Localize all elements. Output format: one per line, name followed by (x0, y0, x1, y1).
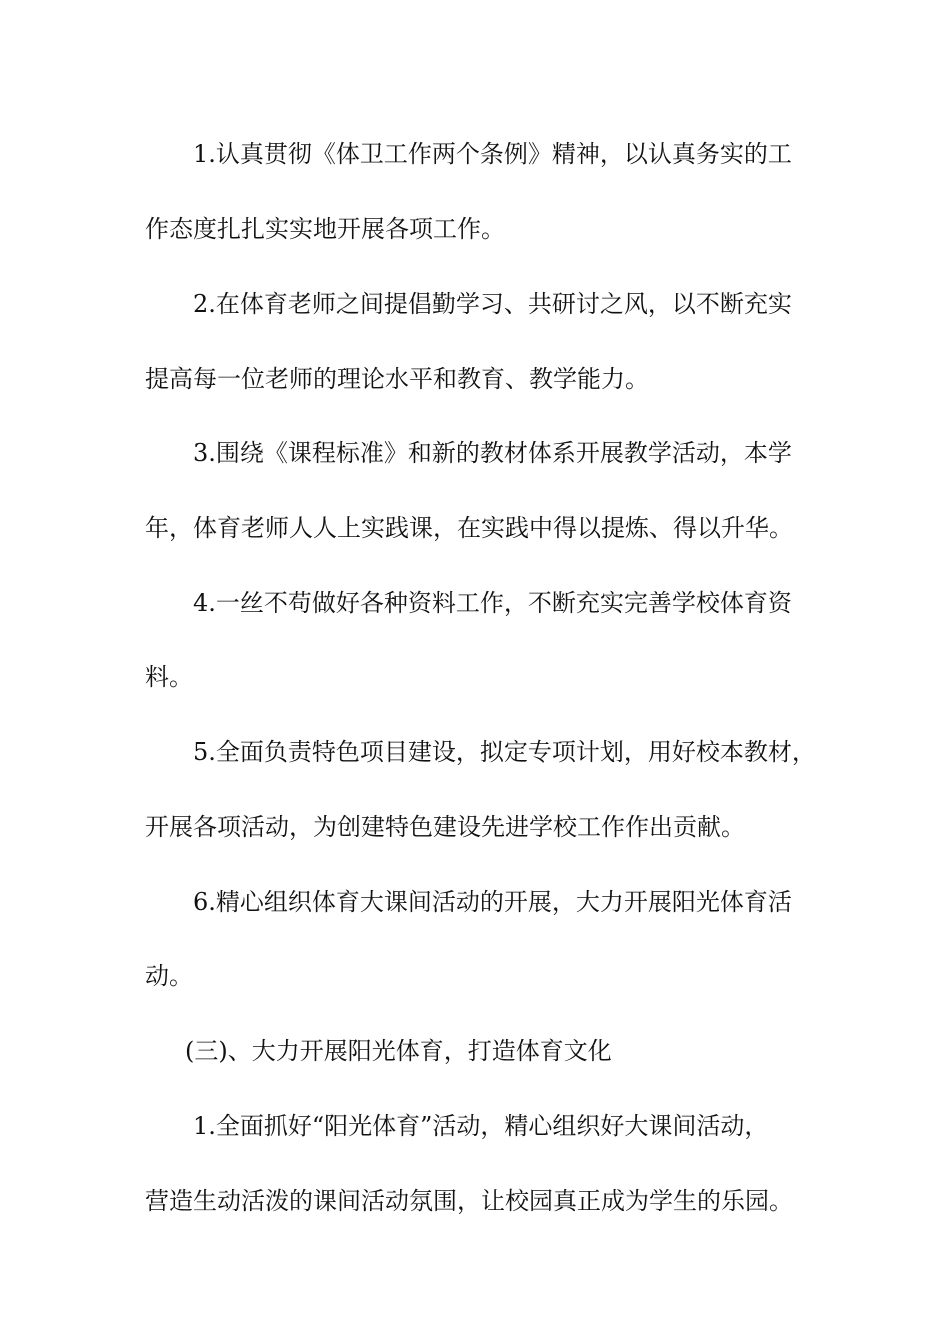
paragraph-3-line-2: 年，体育老师人人上实践课，在实践中得以提炼、得以升华。 (145, 514, 793, 542)
paragraph-6-line-2: 动。 (145, 962, 193, 990)
paragraph-2-line-2: 提高每一位老师的理论水平和教育、教学能力。 (145, 365, 649, 393)
paragraph-7-line-1: 1.全面抓好“阳光体育”活动，精心组织好大课间活动， (193, 1112, 769, 1140)
paragraph-1-line-2: 作态度扎扎实实地开展各项工作。 (145, 215, 505, 243)
paragraph-4-line-1: 4.一丝不苟做好各种资料工作，不断充实完善学校体育资 (193, 589, 792, 617)
paragraph-4-line-2: 料。 (145, 663, 193, 691)
paragraph-5-line-2: 开展各项活动，为创建特色建设先进学校工作作出贡献。 (145, 813, 745, 841)
paragraph-5-line-1: 5.全面负责特色项目建设，拟定专项计划，用好校本教材， (193, 738, 816, 766)
paragraph-2-line-1: 2.在体育老师之间提倡勤学习、共研讨之风，以不断充实 (193, 290, 792, 318)
section-heading: (三)、大力开展阳光体育，打造体育文化 (185, 1037, 612, 1065)
paragraph-6-line-1: 6.精心组织体育大课间活动的开展，大力开展阳光体育活 (193, 888, 792, 916)
paragraph-1-line-1: 1.认真贯彻《体卫工作两个条例》精神，以认真务实的工 (193, 140, 792, 168)
paragraph-3-line-1: 3.围绕《课程标准》和新的教材体系开展教学活动，本学 (193, 439, 792, 467)
paragraph-7-line-2: 营造生动活泼的课间活动氛围，让校园真正成为学生的乐园。 (145, 1187, 793, 1215)
